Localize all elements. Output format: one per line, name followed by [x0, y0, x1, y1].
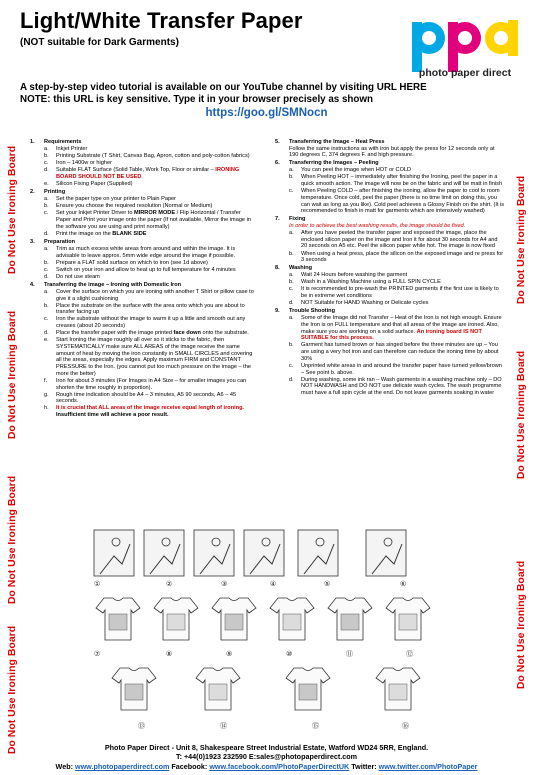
item-text	[56, 160, 256, 167]
list-item	[275, 188, 505, 215]
section-title: Washing	[289, 265, 313, 272]
section-title: Transferring the Images – Peeling	[289, 160, 379, 167]
section-title: Preparation	[44, 238, 76, 245]
step-number-label: ④	[270, 580, 277, 588]
section-heading	[30, 139, 256, 146]
tutorial-url-link[interactable]: https://goo.gl/SMNocn	[205, 107, 328, 119]
item-text-part: Silicon Fixing Paper (Supplied)	[56, 181, 133, 188]
list-item	[275, 315, 505, 342]
list-item	[30, 153, 256, 160]
step-number-label: ⑮	[312, 722, 319, 730]
item-letter: a.	[289, 230, 294, 237]
item-text-part: Printing Substrate (T Shirt, Canvas Bag, Apron, cotton and poly-cotton fabrics)	[56, 153, 250, 160]
facebook-link[interactable]: www.facebook.com/PhotoPaperDirectUK	[209, 762, 350, 771]
item-warning: An ironing board IS NOT SUITABLE for this process.	[301, 328, 482, 342]
section-number: 7.	[275, 216, 280, 223]
list-item	[275, 342, 505, 362]
section-note: Follow the same instructions as with iron but apply the press for 12 seconds only at 190 degrees C, 374 degrees F. and high pressure.	[289, 145, 495, 159]
item-text	[56, 196, 256, 203]
instructions-left-column	[30, 139, 256, 420]
item-text	[56, 203, 256, 210]
intro-line-2: NOTE: this URL is key sensitive. Type it in your browser precisely as shown	[20, 94, 373, 105]
list-item	[275, 300, 505, 307]
item-letter: a.	[44, 288, 49, 295]
section-heading	[30, 282, 256, 289]
section-title: Transferring the Image – Heat Press	[289, 139, 385, 145]
item-warning: IRONING BOARD SHOULD NOT BE USED	[56, 167, 240, 181]
item-letter: c.	[289, 188, 294, 195]
item-letter: a.	[44, 146, 49, 153]
section-title: Fixing	[289, 216, 306, 223]
list-item	[275, 286, 505, 299]
section-number: 2.	[30, 189, 35, 196]
item-text	[56, 337, 256, 377]
transfer-area	[389, 684, 407, 700]
section-number: 1.	[30, 139, 35, 145]
section-title: Trouble Shooting	[289, 308, 335, 315]
item-text	[301, 188, 505, 215]
list-item	[30, 210, 256, 230]
side-warning-left-3: Do Not Use Ironing Board	[6, 475, 18, 605]
item-letter: e.	[44, 337, 49, 344]
list-item	[275, 251, 505, 264]
intro-line-1: A step-by-step video tutorial is available on our YouTube channel by visiting URL HERE	[20, 82, 427, 93]
item-letter: c.	[289, 286, 294, 293]
item-text	[56, 153, 256, 160]
list-item	[30, 274, 256, 281]
item-text-part: After you have peeled the transfer paper and exposed the image, place the enclosed silicon paper on the image and Iron it for about 30 seconds for A4 and 20 seconds on A5 etc. Peel the silicon paper while hot. The image is now fixed	[301, 230, 498, 250]
list-item	[275, 377, 505, 397]
item-emphasis: MIRROR MODE	[134, 210, 176, 217]
item-text-part: Set your Inkjet Printer Driver to	[56, 210, 133, 217]
list-item	[30, 405, 256, 418]
item-text	[56, 210, 256, 230]
list-item	[30, 167, 256, 180]
page-subtitle: (NOT suitable for Dark Garments)	[20, 37, 179, 48]
step-number-label: ③	[221, 580, 228, 588]
section-heading	[275, 139, 505, 146]
item-text-part: It is recommended to pre-wash the PRINTED garments if the first use is likely to be in extreme wet conditions	[301, 286, 499, 300]
instruction-section	[275, 216, 505, 264]
side-warning-left-2: Do Not Use Ironing Board	[6, 310, 18, 440]
item-text	[301, 167, 505, 174]
section-number: 9.	[275, 308, 280, 315]
item-text-part: onto the substrate.	[202, 330, 249, 337]
item-letter: b.	[289, 250, 294, 257]
transfer-area	[209, 684, 227, 700]
list-item	[30, 160, 256, 167]
item-emphasis: Insufficient time will achieve a poor result.	[56, 412, 169, 419]
item-letter: c.	[44, 266, 49, 273]
transfer-area	[109, 614, 127, 630]
list-item	[275, 272, 505, 279]
item-text-part: Rough time indication should be A4 – 3 minutes, A5 90 seconds, A6 – 45 seconds.	[56, 391, 237, 405]
item-letter: b.	[289, 174, 294, 181]
item-letter: a.	[289, 315, 294, 322]
item-text	[56, 146, 256, 153]
list-item	[30, 181, 256, 188]
logo-letter-d	[485, 20, 518, 56]
list-item	[30, 303, 256, 316]
item-text-part: Garment has turned brown or has singed before the three minutes are up – You are using a very hot iron and can therefore can reduce the ironing time by about 30%	[301, 342, 499, 362]
item-text-part: Place the transfer paper with the image printed	[56, 330, 172, 337]
item-text	[301, 174, 505, 187]
transfer-area	[167, 614, 185, 630]
step-number-label: ②	[166, 580, 173, 588]
section-heading	[30, 239, 256, 246]
instruction-section	[275, 139, 505, 159]
section-number: 8.	[275, 265, 280, 272]
item-warning: It is crucial that ALL areas of the image receive equal length of ironing.	[56, 405, 245, 412]
footer-links: Web: www.photopaperdirect.com Facebook: www.facebook.com/PhotoPaperDirectUK Twitter: www.twitter.com/PhotoPaper	[55, 762, 478, 771]
item-text	[301, 251, 505, 264]
step-number-label: ⑤	[324, 580, 331, 588]
section-number: 5.	[275, 139, 280, 145]
step-number-label: ⑬	[138, 722, 145, 730]
section-heading	[275, 160, 505, 167]
transfer-area	[225, 614, 243, 630]
section-number: 6.	[275, 160, 280, 167]
list-item	[30, 392, 256, 405]
side-warning-left-4: Do Not Use Ironing Board	[6, 625, 18, 755]
item-text	[56, 260, 256, 267]
page-title: Light/White Transfer Paper	[20, 8, 303, 33]
list-item	[275, 174, 505, 187]
step-number-label: ⑩	[286, 650, 293, 658]
item-text-part: Iron the substrate without the image to warm it up a little and smooth out any creases (about 20 seconds)	[56, 316, 246, 330]
section-title: Transferring the image – Ironing with Domestic Iron	[44, 281, 182, 288]
item-letter: f.	[44, 377, 48, 384]
list-item	[30, 316, 256, 329]
item-text-part: Do not use steam	[56, 273, 100, 280]
item-emphasis: face down	[173, 330, 201, 337]
item-text-part: When Peeling COLD – after finishing the ironing, allow the paper to cool to room temperature. Once cold, peel the paper (there is no time limit on doing this, you can wait as long as you like). Cold peel achieves a Glossy Finish on the shirt. (It is recommended to finish in matt for garments which are intensively washed)	[301, 188, 505, 215]
step-number-label: ⑯	[402, 722, 409, 730]
step-illustrations	[76, 528, 476, 733]
item-text-part: Unprinted white areas in and around the transfer paper have turned yellow/brown – See point b. above.	[301, 362, 502, 376]
item-text	[301, 363, 505, 376]
transfer-area	[299, 684, 317, 700]
step-panel	[244, 530, 284, 576]
item-text	[56, 303, 256, 316]
website-link[interactable]: www.photopaperdirect.com	[74, 762, 170, 771]
list-item	[30, 260, 256, 267]
item-letter: a.	[289, 272, 294, 279]
item-text	[56, 246, 256, 259]
item-text	[56, 392, 256, 405]
list-item	[30, 146, 256, 153]
item-text-part: NOT Suitable for HAND Washing or Delicate cycles	[301, 300, 429, 307]
list-item	[30, 337, 256, 377]
item-text	[301, 230, 505, 250]
item-letter: c.	[44, 210, 49, 217]
item-text-part: Prepare a FLAT solid surface on which to iron (see 1d above)	[56, 259, 208, 266]
item-letter: d.	[44, 230, 49, 237]
item-text-part: Place the substrate on the surface with the area onto which you are about to transfer facing up	[56, 302, 245, 316]
list-item	[30, 196, 256, 203]
side-warning-left-1: Do Not Use Ironing Board	[6, 145, 18, 275]
item-letter: a.	[289, 167, 294, 174]
item-letter: b.	[44, 203, 49, 210]
item-text-part: Print the image on the	[56, 230, 111, 237]
item-text	[301, 315, 505, 342]
section-heading	[275, 308, 505, 315]
list-item	[30, 231, 256, 238]
section-heading	[275, 216, 505, 223]
item-text-part: Cover the surface on which you are ironing with another T Shirt or pillow case to give it a slight cushioning	[56, 288, 254, 302]
list-item	[30, 203, 256, 210]
item-text	[56, 274, 256, 281]
item-letter: c.	[289, 362, 294, 369]
item-text	[301, 377, 505, 397]
item-text-part: Switch on your iron and allow to heat up to full temperature for 4 minutes	[56, 266, 236, 273]
section-title: Printing	[44, 189, 66, 196]
instruction-section	[30, 189, 256, 237]
step-number-label: ⑭	[220, 722, 227, 730]
list-item	[30, 378, 256, 391]
logo-wordmark: photo paper direct	[418, 67, 512, 79]
section-number: 3.	[30, 238, 35, 245]
item-letter: c.	[44, 160, 49, 167]
twitter-link[interactable]: www.twitter.com/PhotoPaper	[378, 762, 478, 771]
step-number-label: ⑧	[166, 650, 173, 658]
instruction-section	[30, 282, 256, 419]
instruction-section	[30, 239, 256, 281]
item-letter: b.	[44, 259, 49, 266]
item-text-part: Wash in a Washing Machine using a FULL SPIN CYCLE	[301, 279, 441, 286]
item-text	[56, 167, 256, 180]
transfer-area	[341, 614, 359, 630]
item-text-part: Trim as much excess white areas from around and within the image. It is advisable to leave approx. 5mm wide edge around the image if possible.	[56, 245, 236, 259]
item-text-part: Some of the Image did not Transfer – Heat of the Iron is not high enough. Ensure the Iron is on FULL temperature and that all areas of the image are ironed. Also, make sure you are working on a solid surface.	[301, 315, 502, 335]
item-text	[301, 286, 505, 299]
footer-address: Photo Paper Direct - Unit 8, Shakespeare Street Industrial Estate, Watford WD24 5RR, England.	[104, 743, 429, 752]
item-letter: b.	[289, 279, 294, 286]
step-panel	[298, 530, 338, 576]
item-text	[56, 181, 256, 188]
step-panel	[194, 530, 234, 576]
list-item	[275, 230, 505, 250]
item-text	[56, 405, 256, 418]
item-letter: a.	[44, 196, 49, 203]
transfer-area	[125, 684, 143, 700]
list-item	[30, 289, 256, 302]
instruction-section	[275, 308, 505, 397]
section-warning: In order to achieve the best washing results, the image should be fixed.	[289, 222, 466, 229]
section-number: 4.	[30, 281, 35, 288]
item-text	[56, 231, 256, 238]
item-text	[56, 289, 256, 302]
transfer-area	[283, 614, 301, 630]
list-item	[30, 267, 256, 274]
item-text	[301, 342, 505, 362]
side-warning-right-3: Do Not Use Ironing Board	[515, 560, 527, 690]
footer-contact: T: +44(0)1923 232590 E:sales@photopaperdirect.com	[176, 752, 357, 761]
item-letter: c.	[44, 316, 49, 323]
item-text-part: / Flip Horizontal / Transfer Paper and Print your image onto the paper (If not available, Mirror the image in the software you are using and print normally)	[56, 210, 251, 230]
item-text-part: When using a heat press, place the silicon on the exposed image and re press for 3 seconds	[301, 250, 504, 264]
item-letter: d.	[289, 376, 294, 383]
step-number-label: ⑦	[94, 650, 101, 658]
item-letter: d.	[289, 300, 294, 307]
section-heading	[30, 189, 256, 196]
item-letter: h.	[44, 405, 49, 412]
list-item	[275, 363, 505, 376]
list-item	[30, 246, 256, 259]
side-warning-right-2: Do Not Use Ironing Board	[515, 350, 527, 480]
side-warning-right-1: Do Not Use Ironing Board	[515, 175, 527, 305]
item-letter: d.	[44, 167, 49, 174]
list-item	[275, 279, 505, 286]
item-text-part: When Peeling HOT – immediately after finishing the Ironing, peel the paper in a quick smooth action. The image will now be on the fabric and will be matt in finish	[301, 174, 503, 188]
logo-letter-p2	[448, 22, 481, 72]
item-text	[56, 267, 256, 274]
item-text-part: Inkjet Printer	[56, 146, 88, 153]
step-panel	[94, 530, 134, 576]
step-number-label: ⑥	[400, 580, 407, 588]
step-panel	[144, 530, 184, 576]
item-text-part: You can peel the image when HOT or COLD	[301, 167, 412, 174]
item-letter: b.	[44, 153, 49, 160]
transfer-area	[399, 614, 417, 630]
step-number-label: ⑨	[226, 650, 233, 658]
item-text	[301, 272, 505, 279]
item-text	[301, 300, 505, 307]
item-letter: e.	[44, 181, 49, 188]
item-text-part: Set the paper type on your printer to Plain Paper	[56, 196, 177, 203]
item-letter: b.	[44, 302, 49, 309]
step-panel	[366, 530, 406, 576]
item-text	[56, 316, 256, 329]
step-number-label: ⑫	[406, 650, 413, 658]
item-text-part: Ensure you choose the required resolution (Normal or Medium)	[56, 203, 213, 210]
item-letter: d.	[44, 330, 49, 337]
item-text	[301, 279, 505, 286]
instruction-section	[30, 139, 256, 188]
item-text	[56, 378, 256, 391]
item-text-part: Iron – 1400w or higher	[56, 160, 112, 167]
instructions-right-column	[275, 139, 505, 398]
item-letter: a.	[44, 245, 49, 252]
step-number-label: ①	[94, 580, 101, 588]
section-title: Requirements	[44, 139, 82, 145]
item-text-part: Wait 24 Hours before washing the garment	[301, 272, 408, 279]
section-heading	[275, 265, 505, 272]
step-number-label: ⑪	[346, 650, 353, 658]
item-letter: g.	[44, 391, 49, 398]
item-text-part: Suitable FLAT Surface (Solid Table, Work Top, Floor or similar –	[56, 167, 214, 174]
item-letter: d.	[44, 273, 49, 280]
item-letter: b.	[289, 342, 294, 349]
item-text-part: Start Ironing the image roughly all over so it sticks to the fabric, then SYSTEMATICALLY make sure ALL AREAS of the image receive the same amount of heat by moving the iron constantly in SMALL CIRCLES and covering all the areas, especially the edges. Apply maximum FIRM and CONSTANT PRESSURE to the Iron. (you cannot put too much pressure on the image – the more the better)	[56, 337, 253, 377]
item-text	[56, 330, 256, 337]
item-text-part: During washing, some ink ran – Wash garments in a washing machine only – DO NOT HANDWASH and DO NOT use delicate wash cycles. The wash programme must have a full spin cycle at the end. Do not leave garments soaking in water	[301, 376, 502, 397]
instruction-section	[275, 160, 505, 215]
instruction-section	[275, 265, 505, 307]
item-text-part: Iron for about 3 minutes (For Images in A4 Size – for smaller images you can shorten the time roughly in proportion).	[56, 377, 247, 391]
list-item	[275, 167, 505, 174]
intro-text	[20, 82, 520, 106]
list-item	[30, 330, 256, 337]
logo-letter-p1	[412, 22, 445, 72]
item-emphasis: BLANK SIDE	[112, 230, 147, 237]
